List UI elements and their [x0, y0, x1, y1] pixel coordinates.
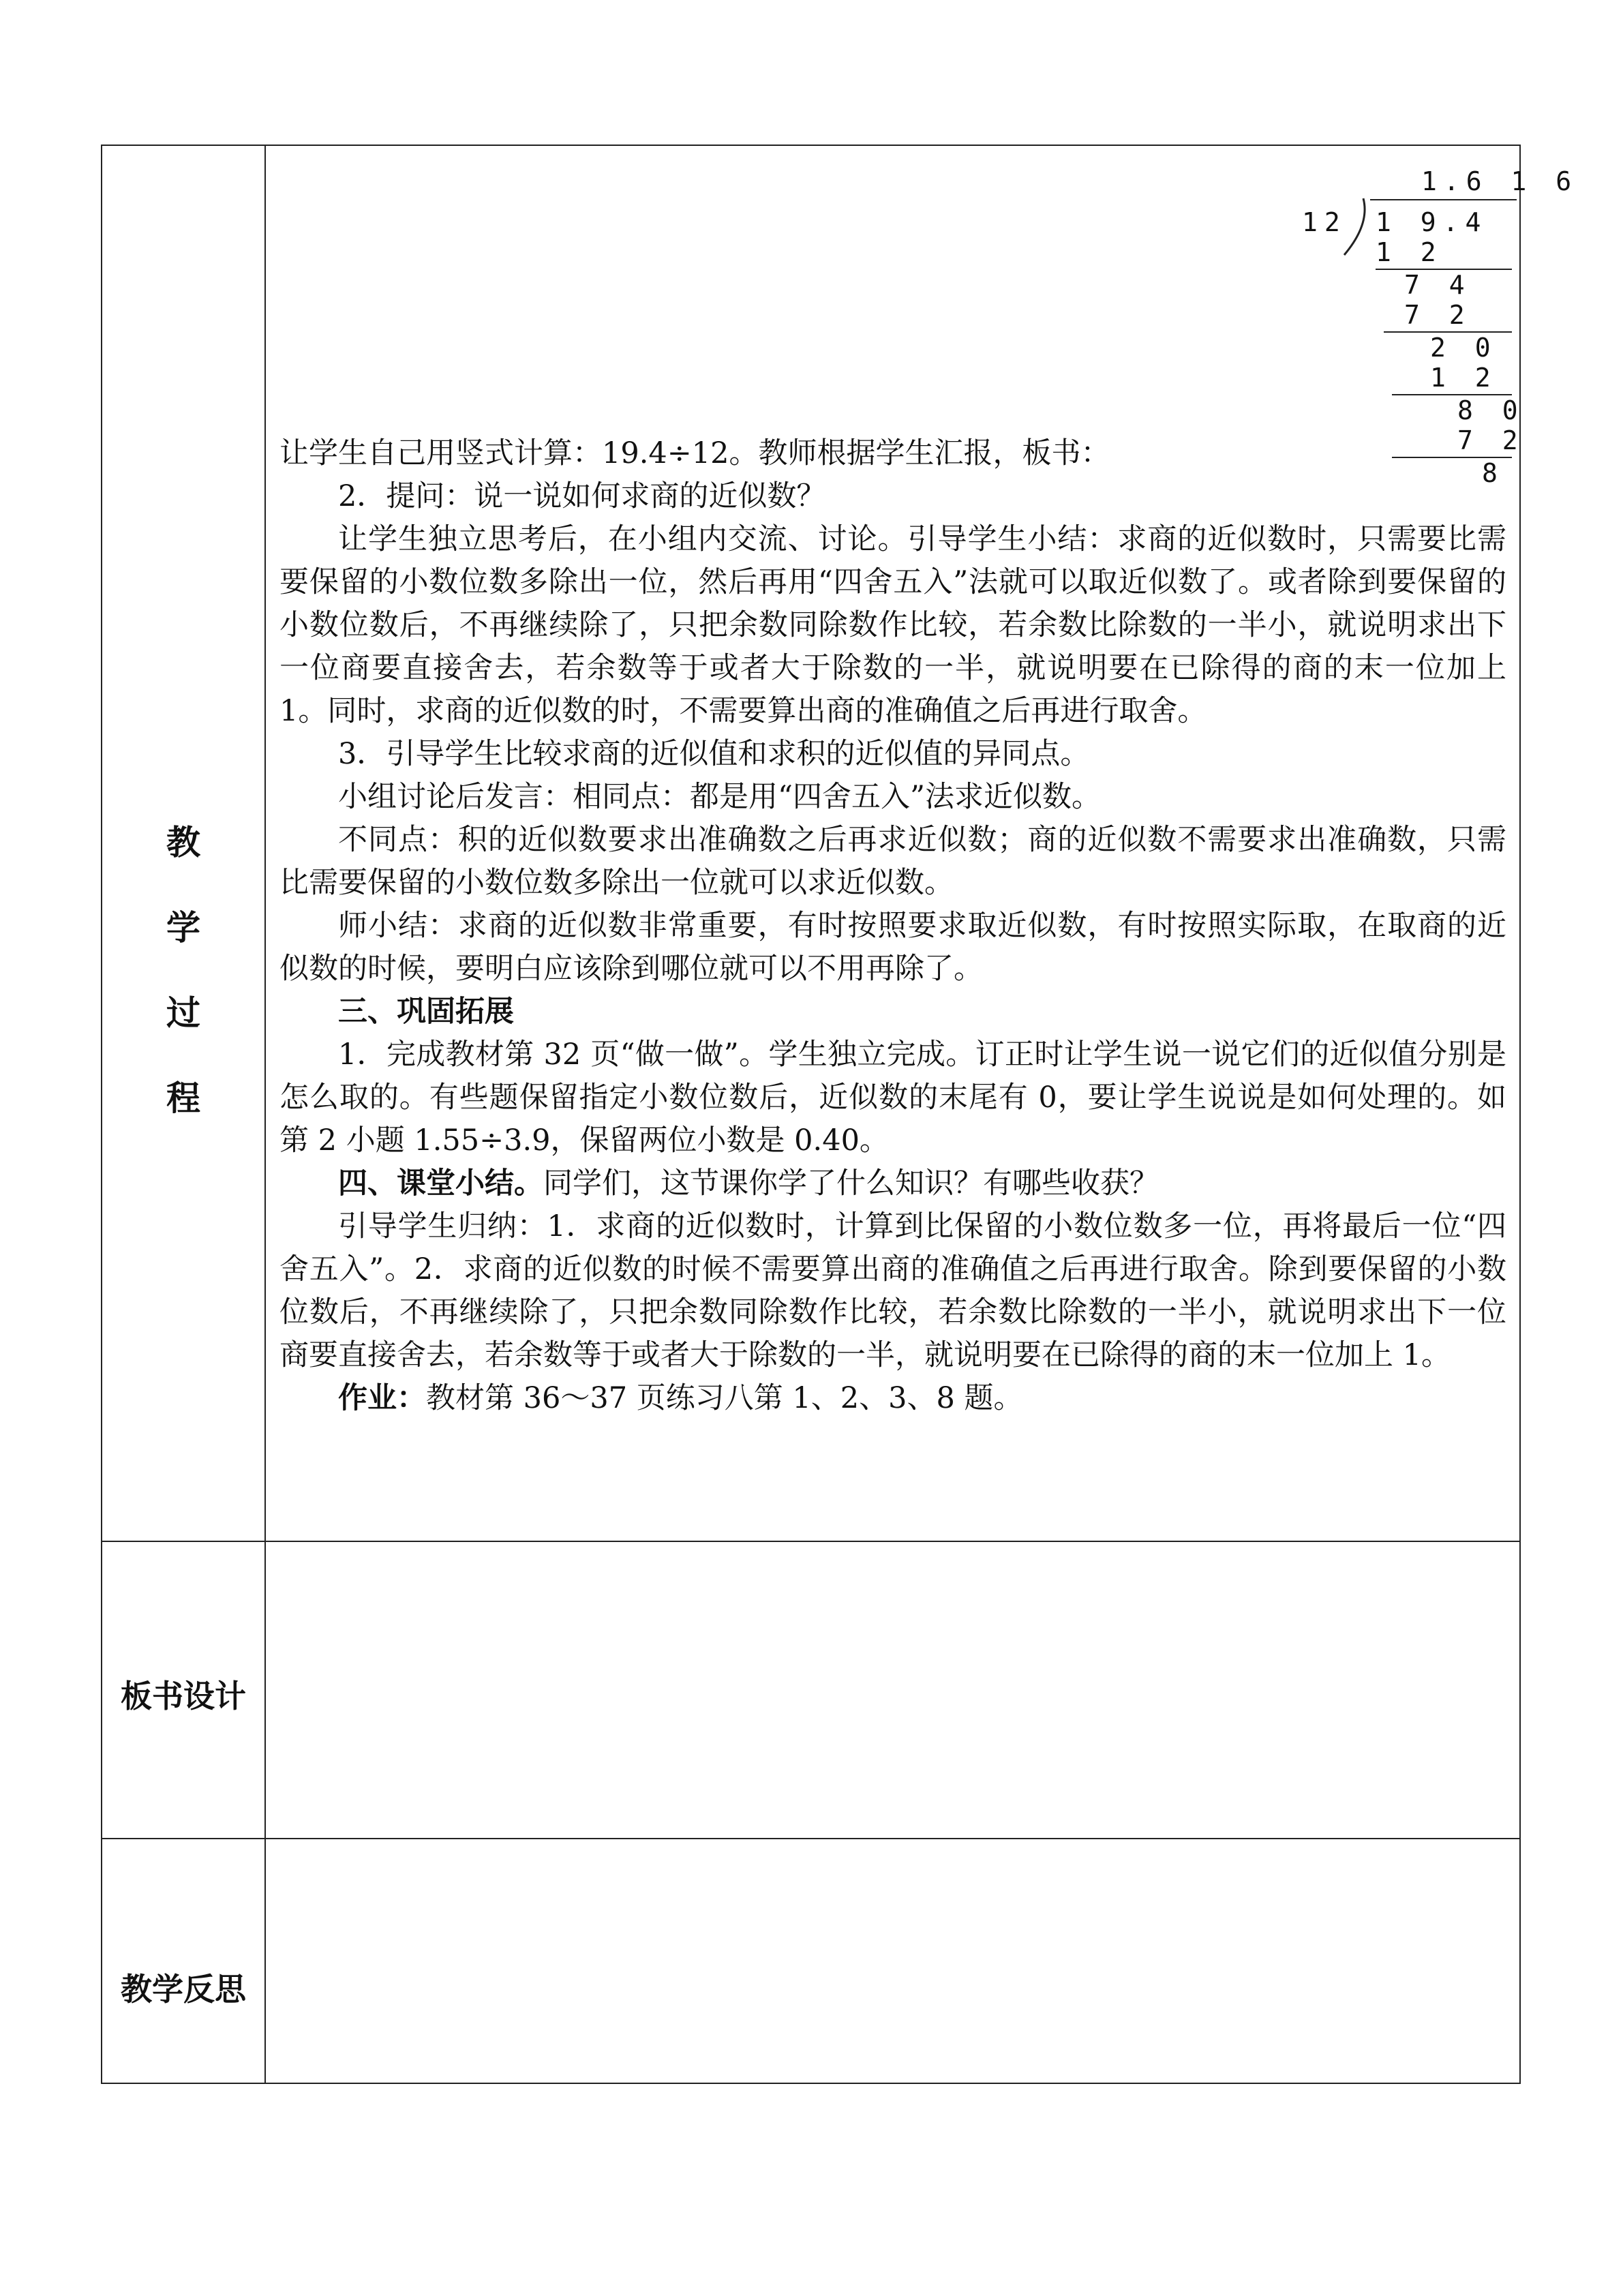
process-label-char: 程 — [166, 1078, 200, 1118]
homework-label: 作业： — [338, 1381, 426, 1415]
division-step: 1 2 — [1430, 363, 1498, 393]
division-step: 8 — [1482, 458, 1504, 488]
division-step: 7 2 — [1457, 425, 1525, 455]
division-bracket — [1343, 197, 1370, 258]
heading-text: 三、巩固拓展 — [338, 995, 514, 1029]
row-divider — [102, 1541, 1519, 1542]
process-label-char: 教 — [166, 823, 200, 862]
lesson-table — [101, 145, 1579, 2084]
board-design-label: 板书设计 — [121, 1678, 246, 1715]
division-step: 7 2 — [1404, 300, 1472, 330]
division-step: 8 0 — [1457, 395, 1525, 425]
row-divider — [102, 1838, 1519, 1839]
division-step: 2 0 — [1430, 333, 1498, 363]
paragraph: 2．提问：说一说如何求商的近似数？ — [338, 479, 826, 513]
reflection-label: 教学反思 — [121, 1971, 246, 2008]
paragraph: 小组讨论后发言：相同点：都是用“四舍五入”法求近似数。 — [338, 780, 1101, 814]
process-label — [102, 800, 264, 1141]
paragraph: 不同点：积的近似数要求出准确数之后再求近似数；商的近似数不需要求出准确数，只需比需要保留的小数位数多除出一位就可以求近似数。 — [279, 823, 1506, 900]
division-step: 1 2 — [1376, 237, 1443, 267]
paragraph: 让学生独立思考后，在小组内交流、讨论。引导学生小结：求商的近似数时，只需要比需要保留的小数位数多除出一位，然后再用“四舍五入”法就可以取近似数了。或者除到要保留的小数位数后，不再继续除了，只把余数同除数作比较，若余数比除数的一半小，就说明求出下一位商要直接舍去，若余数等于或者大于除数的一半，就说明要在已除得的商的末一位加上 1。同时，求商的近似数的时，不需要算出商的准确值之后再进行取舍。 — [279, 522, 1506, 728]
homework — [279, 1377, 1506, 1420]
section-heading-summary — [279, 1162, 1506, 1205]
division-bar — [1370, 199, 1517, 200]
paragraph-intro: 让学生自己用竖式计算：19.4÷12。教师根据学生汇报，板书： — [279, 436, 1110, 470]
division-step: 7 4 — [1404, 270, 1472, 300]
lesson-content — [279, 432, 1506, 1420]
column-divider — [264, 146, 266, 2083]
division-quotient: 1.6 1 6 — [1421, 166, 1579, 196]
division-divisor: 12 — [1302, 207, 1347, 237]
paragraph: 3．引导学生比较求商的近似值和求积的近似值的异同点。 — [338, 737, 1090, 771]
paragraph: 师小结：求商的近似数非常重要，有时按照要求取近似数，有时按照实际取，在取商的近似数的时候，要明白应该除到哪位就可以不用再除了。 — [279, 909, 1506, 986]
paragraph: 1．完成教材第 32 页“做一做”。学生独立完成。订正时让学生说一说它们的近似值分别是怎么取的。有些题保留指定小数位数后，近似数的末尾有 0，要让学生说说是如何处理的。如第 2 小题 1.55÷3.9，保留两位小数是 0.40。 — [279, 1038, 1506, 1158]
heading-text: 四、课堂小结。 — [338, 1166, 543, 1200]
homework-text: 教材第 36～37 页练习八第 1、2、3、8 题。 — [426, 1381, 1023, 1415]
process-label-char: 学 — [166, 908, 200, 948]
paragraph: 引导学生归纳：1．求商的近似数时，计算到比保留的小数位数多一位，再将最后一位“四舍五入”。2．求商的近似数的时候不需要算出商的准确值之后再进行取舍。除到要保留的小数位数后，不再继续除了，只把余数同除数作比较，若余数比除数的一半小，就说明求出下一位商要直接舍去，若余数等于或者大于除数的一半，就说明要在已除得的商的末一位加上 1。 — [279, 1209, 1506, 1372]
process-label-char: 过 — [166, 993, 200, 1033]
division-dividend: 1 9.4 — [1376, 207, 1488, 237]
heading-rest: 同学们，这节课你学了什么知识？有哪些收获？ — [543, 1166, 1159, 1200]
section-heading-consolidate — [279, 991, 1506, 1033]
